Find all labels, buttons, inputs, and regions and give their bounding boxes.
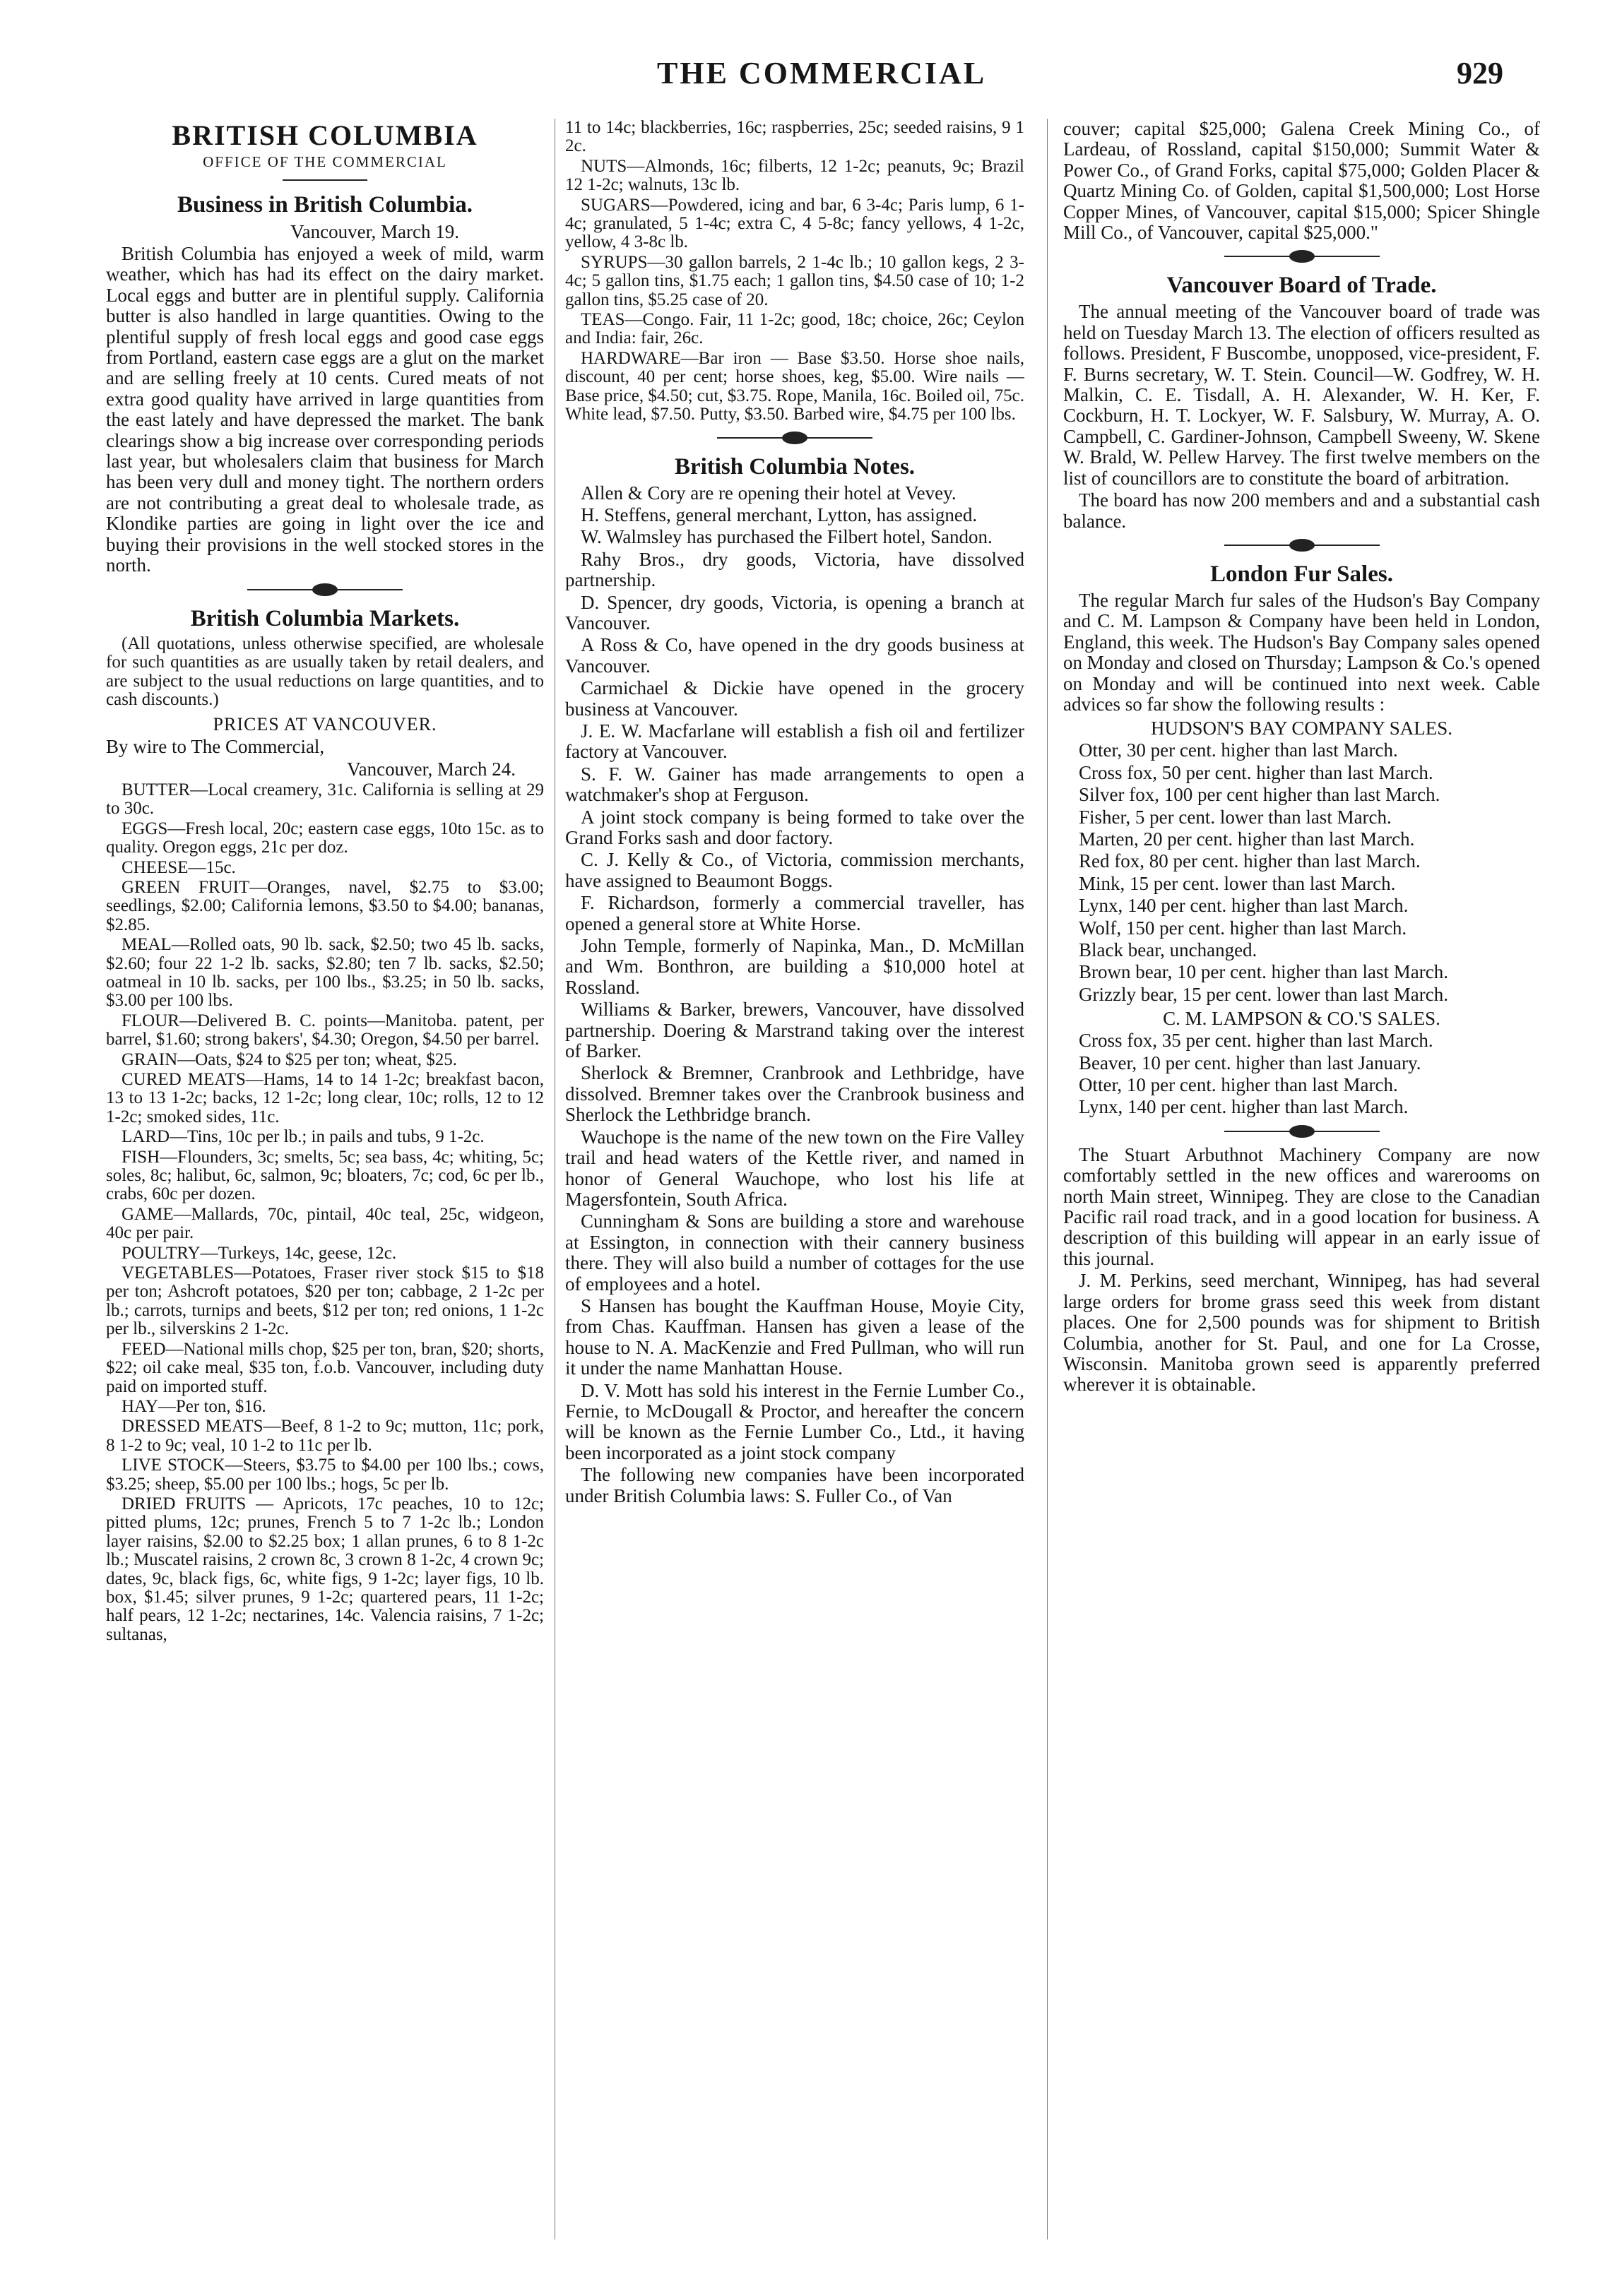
article-title-board: Vancouver Board of Trade. bbox=[1166, 273, 1437, 299]
fur-item: Red fox, 80 per cent. higher than last March. bbox=[1079, 850, 1421, 872]
fur-item: Otter, 30 per cent. higher than last March. bbox=[1079, 739, 1398, 761]
note-item: Sherlock & Bremner, Cranbrook and Lethbridge, have dissolved. Bremner takes over the Cranbrook business and Sherlock the Lethbridge branch. bbox=[565, 1062, 1024, 1126]
hbc-list bbox=[1063, 740, 1540, 1005]
fur-item: Brown bear, 10 per cent. higher than last March. bbox=[1079, 961, 1448, 983]
note-item: S. F. W. Gainer has made arrangements to open a watchmaker's shop at Ferguson. bbox=[565, 763, 1024, 806]
column-2 bbox=[565, 119, 1024, 2261]
note-item: D. V. Mott has sold his interest in the Fernie Lumber Co., Fernie, to McDougall & Proctor, and hereafter the concern will be known as the Fernie Lumber Co., Ltd., it having been incorporated as a joint stock company bbox=[565, 1379, 1024, 1463]
column-3 bbox=[1063, 119, 1540, 2261]
market-item: POULTRY—Turkeys, 14c, geese, 12c. bbox=[122, 1243, 397, 1263]
market-item: TEAS—Congo. Fair, 11 1-2c; good, 18c; choice, 26c; Ceylon and India: fair, 26c. bbox=[565, 310, 1024, 348]
market-item: CHEESE—15c. bbox=[122, 857, 236, 877]
news-paragraph: The Stuart Arbuthnot Machinery Company are now comfortably settled in the new offices and warerooms on north Main street, Winnipeg. They are close to the Canadian Pacific rail road track, and in a good location for business. A description of this building will appear in an early issue of this journal. bbox=[1063, 1143, 1540, 1269]
dateline: Vancouver, March 19. bbox=[290, 221, 459, 242]
lampson-heading: C. M. LAMPSON & CO.'S SALES. bbox=[1163, 1008, 1440, 1030]
note-item: John Temple, formerly of Napinka, Man., D. McMillan and Wm. Bonthron, are building a $10,000 hotel at Rossland. bbox=[565, 935, 1024, 998]
fur-item: Lynx, 140 per cent. higher than last March. bbox=[1079, 895, 1409, 917]
market-item: 11 to 14c; blackberries, 16c; raspberries, 25c; seeded raisins, 9 1 2c. bbox=[565, 119, 1024, 156]
market-item: HARDWARE—Bar iron — Base $3.50. Horse shoe nails, discount, 40 per cent; horse shoes, keg, $5.00. Wire nails — Base price, $4.50; cut, $3.75. Rope, Manila, 16c. Boiled oil, 75c. White lead, $7.50. Putty, $3.50. Barbed wire, $4.75 per 100 lbs. bbox=[565, 348, 1024, 424]
market-item: FISH—Flounders, 3c; smelts, 5c; sea bass, 4c; whiting, 5c; soles, 8c; halibut, 6c, salmon, 9c; bloaters, 7c; cod, 6c per lb., crabs, 60c per dozen. bbox=[106, 1147, 544, 1204]
news-paragraph: J. M. Perkins, seed merchant, Winnipeg, has had several large orders for brome grass seed this week from distant places. One for 2,500 pounds was for shipment to British Columbia, another for St. Paul, and one for La Crosse, Wisconsin. Manitoba grown seed is apparently preferred wherever it is obtainable. bbox=[1063, 1270, 1540, 1396]
note-item: Williams & Barker, brewers, Vancouver, have dissolved partnership. Doering & Marstrand taking over the interest of Barker. bbox=[565, 999, 1024, 1062]
article-title-markets: British Columbia Markets. bbox=[190, 605, 460, 631]
market-item: BUTTER—Local creamery, 31c. California is selling at 29 to 30c. bbox=[106, 780, 544, 819]
column-1 bbox=[106, 119, 544, 2261]
column-rule bbox=[1047, 119, 1048, 2240]
market-item: DRESSED MEATS—Beef, 8 1-2 to 9c; mutton, 11c; pork, 8 1-2 to 9c; veal, 10 1-2 to 11c per lb. bbox=[106, 1417, 544, 1455]
note-item: A joint stock company is being formed to take over the Grand Forks sash and door factory. bbox=[565, 806, 1024, 848]
section-ornament bbox=[247, 581, 403, 599]
market-item: LARD—Tins, 10c per lb.; in pails and tubs, 9 1-2c. bbox=[122, 1127, 485, 1147]
market-item: NUTS—Almonds, 16c; filberts, 12 1-2c; peanuts, 9c; Brazil 12 1-2c; walnuts, 13c lb. bbox=[565, 156, 1024, 195]
markets-note: (All quotations, unless otherwise specified, are wholesale for such quantities as are usually taken by retail dealers, and are subject to the usual reductions on large quantities, and to cash discounts.) bbox=[106, 634, 544, 709]
market-item: DRIED FRUITS — Apricots, 17c peaches, 10 to 12c; pitted plums, 12c; prunes, French 5 to 7 1-2c lb.; London layer raisins, $2.00 to $2.25 box; 1 allan prunes, 6 to 8 1-2c lb.; Muscatel raisins, 2 crown 8c, 3 crown 8 1-2c, 4 crown 9c; dates, 9c, black figs, 6c, white figs, 9 1-2c; layer figs, 10 lb. box, $1.45; silver prunes, 9 1-2c; quartered pears, 11 1-2c; half pears, 12 1-2c; nectarines, 14c. Valencia raisins, 7 1-2c; sultanas, bbox=[106, 1494, 544, 1644]
fur-item: Lynx, 140 per cent. higher than last March. bbox=[1079, 1096, 1409, 1118]
section-title: BRITISH COLUMBIA bbox=[172, 119, 478, 151]
market-list-continued bbox=[565, 119, 1024, 424]
fur-item: Black bear, unchanged. bbox=[1079, 939, 1257, 960]
market-item: EGGS—Fresh local, 20c; eastern case eggs, 10to 15c. as to quality. Oregon eggs, 21c per doz. bbox=[106, 819, 544, 857]
fur-item: Fisher, 5 per cent. lower than last March. bbox=[1079, 806, 1392, 828]
note-item: C. J. Kelly & Co., of Victoria, commission merchants, have assigned to Beaumont Boggs. bbox=[565, 849, 1024, 891]
market-item: LIVE STOCK—Steers, $3.75 to $4.00 per 100 lbs.; cows, $3.25; sheep, $5.00 per 100 lbs.; hogs, 5c per lb. bbox=[106, 1456, 544, 1494]
masthead: THE COMMERCIAL bbox=[657, 56, 987, 90]
market-list bbox=[106, 781, 544, 1644]
note-item: W. Walmsley has purchased the Filbert hotel, Sandon. bbox=[581, 526, 993, 548]
market-item: HAY—Per ton, $16. bbox=[122, 1396, 266, 1416]
note-item: Allen & Cory are re opening their hotel at Vevey. bbox=[581, 482, 957, 504]
note-item: D. Spencer, dry goods, Victoria, is opening a branch at Vancouver. bbox=[565, 591, 1024, 634]
prices-heading: PRICES AT VANCOUVER. bbox=[213, 713, 437, 734]
note-item: Carmichael & Dickie have opened in the grocery business at Vancouver. bbox=[565, 677, 1024, 720]
hbc-heading: HUDSON'S BAY COMPANY SALES. bbox=[1151, 718, 1452, 739]
fur-intro: The regular March fur sales of the Hudson's Bay Company and C. M. Lampson & Company have been held in London, England, this week. The Hudson's Bay Company sales opened on Monday and closed on Thursday; Lampson & Co.'s opened on Monday and will be continued into next week. Cable advices so far show the following results : bbox=[1063, 589, 1540, 715]
dateline: Vancouver, March 24. bbox=[347, 758, 516, 780]
market-item: MEAL—Rolled oats, 90 lb. sack, $2.50; two 45 lb. sacks, $2.60; four 22 1-2 lb. sacks, $2.80; ten 7 lb. sacks, $2.50; oatmeal in 10 lb. sacks, per 100 lbs., $3.25; in 50 lb. sacks, $3.00 per 100 lbs. bbox=[106, 935, 544, 1011]
market-item: GAME—Mallards, 70c, pintail, 40c teal, 25c, widgeon, 40c per pair. bbox=[106, 1204, 544, 1243]
market-item: CURED MEATS—Hams, 14 to 14 1-2c; breakfast bacon, 13 to 13 1-2c; backs, 12 1-2c; long clear, 10c; rolls, 12 to 12 1-2c; smoked sides, 11c. bbox=[106, 1070, 544, 1126]
note-item: J. E. W. Macfarlane will establish a fish oil and fertilizer factory at Vancouver. bbox=[565, 720, 1024, 763]
market-item: SYRUPS—30 gallon barrels, 2 1-4c lb.; 10 gallon kegs, 2 3-4c; 5 gallon tins, $1.75 each; 1 gallon tins, $4.50 case of 10; 1-2 gallon tins, $5.25 case of 20. bbox=[565, 252, 1024, 309]
article-body-business: British Columbia has enjoyed a week of mild, warm weather, which has had its effect on the dairy market. Local eggs and butter are in plentiful supply. California butter is also handled in large quantities. Owing to the plentiful supply of fresh local eggs and good case eggs from Portland, eastern case eggs are a glut on the market and are selling freely at 10 cents. Cured meats of not extra good quality have arrived in large quantities from the east lately and have depressed the market. The bank clearings show a big increase over corresponding periods last year, but wholesalers claim that business for March has been very dull and money tight. The northern orders are not contributing a great deal to wholesale trade, as Klondike parties are going in light over the ice and buying their provisions in the well stocked stores in the north. bbox=[106, 243, 544, 576]
page-number: 929 bbox=[1457, 56, 1503, 90]
office-line: OFFICE OF THE COMMERCIAL bbox=[203, 153, 447, 170]
market-item: FLOUR—Delivered B. C. points—Manitoba. patent, per barrel, $1.60; strong bakers', $4.30; Oregon, $4.50 per barrel. bbox=[106, 1011, 544, 1049]
board-paragraph: The board has now 200 members and and a substantial cash balance. bbox=[1063, 489, 1540, 532]
fur-item: Otter, 10 per cent. higher than last March. bbox=[1079, 1074, 1398, 1096]
fur-item: Mink, 15 per cent. lower than last March. bbox=[1079, 872, 1396, 894]
section-ornament bbox=[1224, 1122, 1380, 1141]
market-item: VEGETABLES—Potatoes, Fraser river stock $15 to $18 per ton; Ashcroft potatoes, $20 per ton; cabbage, 2 1-2c per lb.; carrots, turnips and beets, $12 per ton; red onions, 1 1-2c per lb., silverskins 2 1-2c. bbox=[106, 1263, 544, 1339]
lampson-list bbox=[1063, 1030, 1540, 1118]
companies-continued: couver; capital $25,000; Galena Creek Mining Co., of Lardeau, of Rossland, capital $150,000; Summit Water & Power Co., of Grand Forks, capital $75,000; Golden Placer & Quartz Mining Co. of Golden, capital $1,500,000; Lost Horse Copper Mines, of Vancouver, capital $15,000; Spicer Shingle Mill Co., of Vancouver, capital $25,000." bbox=[1063, 119, 1540, 244]
fur-item: Beaver, 10 per cent. higher than last January. bbox=[1079, 1052, 1421, 1073]
note-item: A Ross & Co, have opened in the dry goods business at Vancouver. bbox=[565, 634, 1024, 677]
market-item: GREEN FRUIT—Oranges, navel, $2.75 to $3.00; seedlings, $2.00; California lemons, $3.50 to $4.00; bananas, $2.85. bbox=[106, 877, 544, 934]
note-item: S Hansen has bought the Kauffman House, Moyie City, from Chas. Kauffman. Hansen has given a lease of the house to N. A. MacKenzie and Fred Pullman, who will run it under the name Manhattan House. bbox=[565, 1295, 1024, 1379]
section-ornament bbox=[1224, 247, 1380, 266]
article-title-fur: London Fur Sales. bbox=[1210, 561, 1393, 587]
section-ornament bbox=[1224, 536, 1380, 554]
running-head bbox=[0, 55, 1622, 100]
note-item: F. Richardson, formerly a commercial traveller, has opened a general store at White Horse. bbox=[565, 892, 1024, 934]
board-paragraph: The annual meeting of the Vancouver board of trade was held on Tuesday March 13. The election of officers resulted as follows. President, F Buscombe, unopposed, vice-president, F. F. Burns secretary, W. T. Stein. Council—W. Godfrey, W. H. Malkin, C. E. Tisdall, A. H. Alexander, W. H. Ker, F. Cockburn, H. T. Lockyer, W. F. Salsbury, W. Murray, A. O. Campbell, C. Gardiner-Johnson, Campbell Sweeny, W. Skene W. Brald, W. Pellew Harvey. The first twelve members on the list of councillors are to constitute the board of arbitration. bbox=[1063, 301, 1540, 489]
note-item: Cunningham & Sons are building a store and warehouse at Essington, in connection with their cannery business there. They will also build a number of cottages for the use of employees and a hotel. bbox=[565, 1211, 1024, 1295]
market-item: FEED—National mills chop, $25 per ton, bran, $20; shorts, $22; oil cake meal, $35 ton, f.o.b. Vancouver, including duty paid on imported stuff. bbox=[106, 1339, 544, 1396]
section-ornament bbox=[717, 429, 872, 447]
notes-list bbox=[565, 483, 1024, 1507]
fur-item: Cross fox, 35 per cent. higher than last March. bbox=[1079, 1030, 1433, 1052]
article-title-business: Business in British Columbia. bbox=[177, 192, 473, 218]
fur-item: Wolf, 150 per cent. higher than last March. bbox=[1079, 917, 1407, 939]
note-item: Rahy Bros., dry goods, Victoria, have dissolved partnership. bbox=[565, 548, 1024, 591]
wire-line: By wire to The Commercial, bbox=[106, 735, 325, 757]
short-rule bbox=[283, 175, 367, 185]
note-item: Wauchope is the name of the new town on the Fire Valley trail and head waters of the Kettle river, and named in honor of General Wauchope, who lost his life at Magersfontein, South Africa. bbox=[565, 1126, 1024, 1210]
fur-item: Silver fox, 100 per cent higher than last March. bbox=[1079, 784, 1440, 806]
fur-item: Cross fox, 50 per cent. higher than last March. bbox=[1079, 761, 1433, 783]
fur-item: Grizzly bear, 15 per cent. lower than last March. bbox=[1079, 983, 1448, 1005]
market-item: SUGARS—Powdered, icing and bar, 6 3-4c; Paris lump, 6 1-4c; granulated, 5 1-4c; extra C, 4 5-8c; fancy yellows, 4 1-2c, yellow, 4 3-8c lb. bbox=[565, 195, 1024, 252]
market-item: GRAIN—Oats, $24 to $25 per ton; wheat, $25. bbox=[122, 1049, 457, 1069]
note-item: The following new companies have been incorporated under British Columbia laws: S. Fuller Co., of Van bbox=[565, 1464, 1024, 1506]
article-title-notes: British Columbia Notes. bbox=[674, 453, 916, 480]
note-item: H. Steffens, general merchant, Lytton, has assigned. bbox=[581, 504, 978, 525]
fur-item: Marten, 20 per cent. higher than last March. bbox=[1079, 828, 1415, 850]
